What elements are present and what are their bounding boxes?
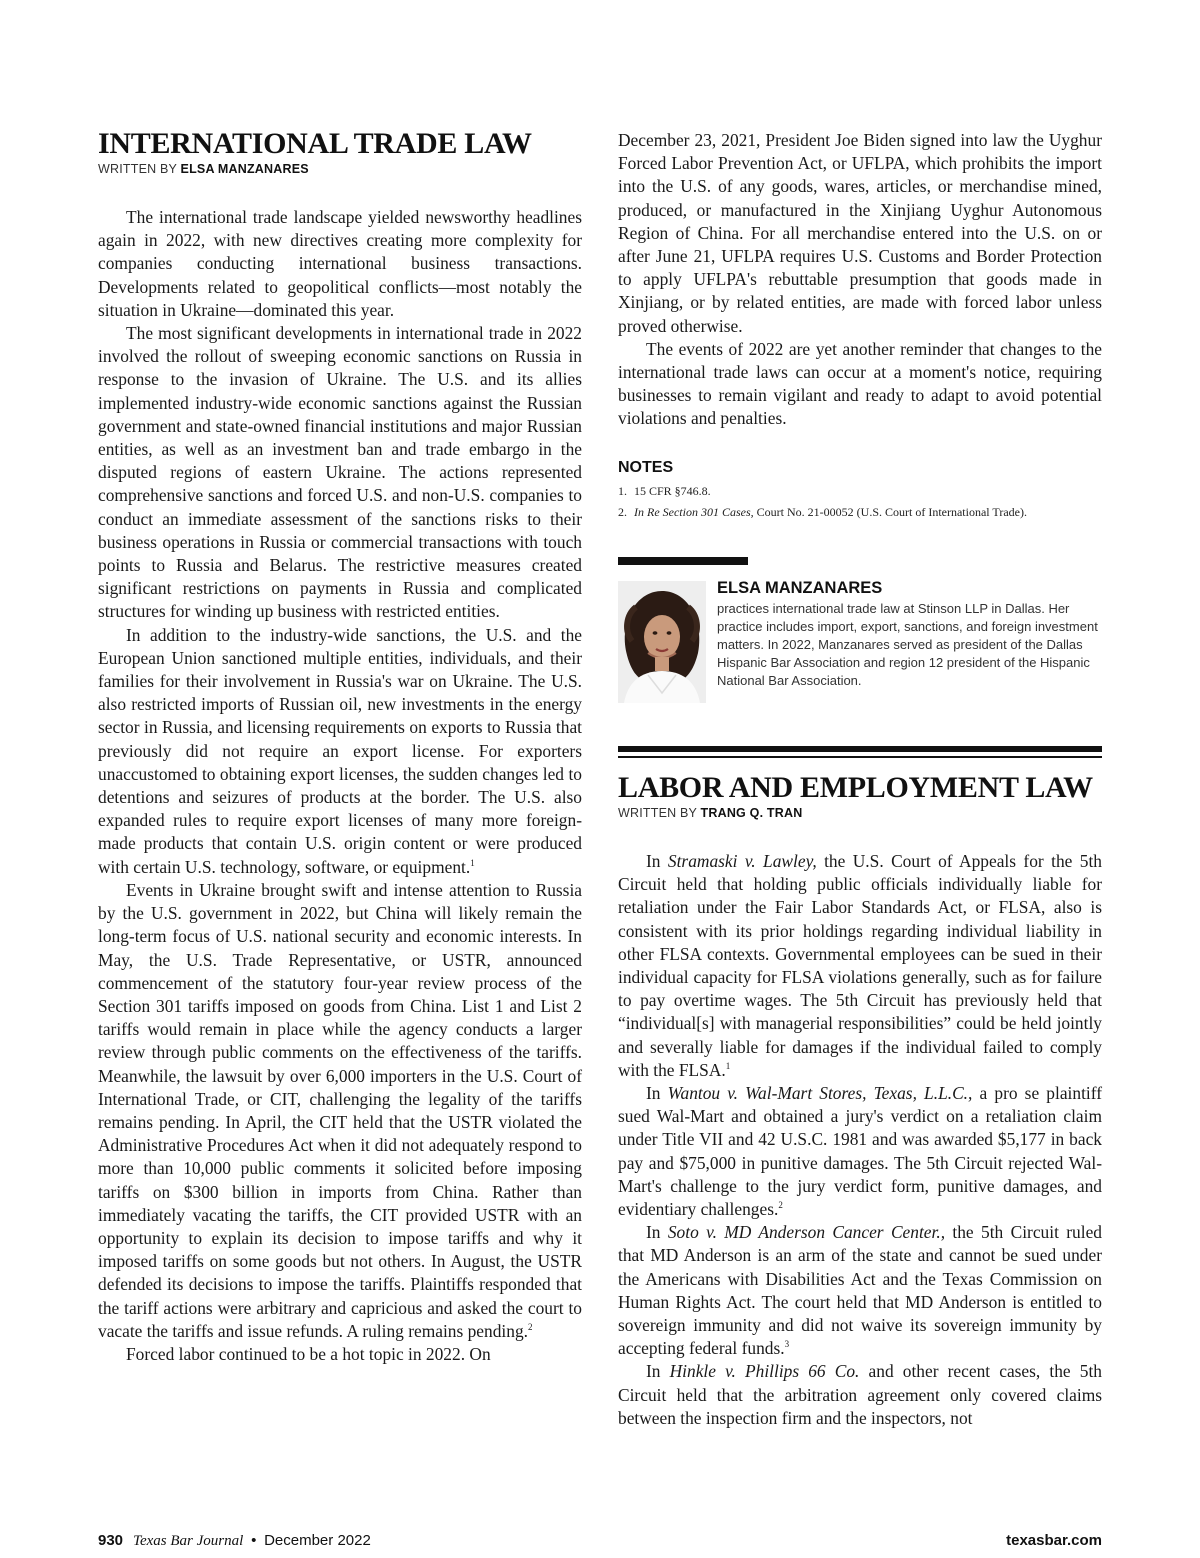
labor-p4-text: and other recent cases, the 5th Circuit held that the arbitration agreement only covered claims between the inspection firm and the inspectors, not xyxy=(618,1361,1102,1428)
labor-p1-lead: In xyxy=(646,851,668,871)
labor-p4-lead: In xyxy=(646,1361,670,1382)
trade-byline-prefix: WRITTEN BY xyxy=(98,162,181,176)
footnote-marker-1: 1 xyxy=(470,857,475,868)
note-item xyxy=(618,502,1102,523)
bio-description: practices international trade law at Stinson LLP in Dallas. Her practice includes import, export, sanctions, and foreign investment matters. In 2022, Manzanares served as president of the Dallas Hispanic Bar Association and region 12 president of the Hispanic National Bar Association. xyxy=(717,601,1098,688)
notes-heading: NOTES xyxy=(618,458,674,476)
author-photo xyxy=(618,581,706,703)
trade-article-body xyxy=(98,206,582,1366)
author-portrait-illustration xyxy=(618,581,706,703)
trade-author: ELSA MANZANARES xyxy=(180,162,309,176)
right-column-top xyxy=(618,129,1102,523)
trade-paragraph-1: The international trade landscape yielded newsworthy headlines again in 2022, with new directives creating more complexity for companies conducting international business transactions. Developments related to geopolitical conflicts—most notably the situation in Ukraine—dominated this year. xyxy=(98,207,582,320)
trade-paragraph-5-continued: December 23, 2021, President Joe Biden signed into law the Uyghur Forced Labor Prevention Act, or UFLPA, which prohibits the import into the U.S. of any goods, wares, articles, or merchandise mined, produced, or manufactured in the Xinjiang Uyghur Autonomous Region of China. For all merchandise entered into the U.S. on or after June 21, UFLPA requires U.S. Customs and Border Protection to apply UFLPA's rebuttable presumption that goods made in Xinjiang, or by related entities, are made with forced labor unless proved otherwise. xyxy=(618,130,1102,336)
labor-section-title: LABOR AND EMPLOYMENT LAW xyxy=(618,771,1093,804)
footnote-marker-2: 2 xyxy=(778,1200,783,1211)
labor-p3-text: the 5th Circuit ruled that MD Anderson is an arm of the state and cannot be sued under the Americans with Disabilities Act and the Texas Commission on Human Rights Act. The court held that MD Anderson is entitled to sovereign immunity and did not waive its sovereign immunity by accepting federal funds. xyxy=(618,1222,1102,1359)
note-case-name: In Re Section 301 Cases, xyxy=(634,504,754,519)
case-name: Stramaski v. Lawley, xyxy=(667,851,817,871)
author-bio xyxy=(717,579,1107,690)
trade-article-continued xyxy=(618,129,1102,431)
labor-p2-text: a pro se plaintiff sued Wal-Mart and obtained a jury's verdict on a retaliation claim under Title VII and 42 U.S.C. 1981 and was awarded $5,177 in back pay and $75,000 in punitive damages. The 5th Circuit rejected Wal-Mart's challenge to the jury verdict form, punitive damages, and evidentiary challenges. xyxy=(618,1083,1103,1220)
footnote-marker-2: 2 xyxy=(527,1321,533,1332)
note-text: Court No. 21-00052 (U.S. Court of International Trade). xyxy=(753,504,1027,519)
note-item xyxy=(618,481,1102,502)
bio-author-name: ELSA MANZANARES xyxy=(717,579,883,597)
trade-paragraph-4-text: Events in Ukraine brought swift and intense attention to Russia by the U.S. government in 2022, but China will likely remain the long-term focus of U.S. national security and economic interests. In May, the U.S. Trade Representative, or USTR, announced commencement of the statutory four-year review process of the Section 301 tariffs imposed on goods from China. List 1 and List 2 tariffs would remain in place while the agency conducts a larger review through public comments on the effectiveness of the tariffs. Meanwhile, the lawsuit by over 6,000 importers in the U.S. Court of International Trade, or CIT, challenging the legality of the tariffs remains pending. In April, the CIT held that the USTR violated the Administrative Procedures Act when it did not adequately respond to more than 10,000 public comments it solicited before imposing tariffs on $300 billion in imports from China. Rather than immediately vacating the tariffs, the CIT provided USTR with an opportunity to explain its decision to impose tariffs and why it imposed tariffs on some goods but not others. In August, the USTR defended its decisions to impose the tariffs. Plaintiffs responded that the tariff actions were arbitrary and capricious and asked the court to vacate the tariffs and issue refunds. A ruling remains pending. xyxy=(98,879,582,1341)
case-name: Wantou v. Wal-Mart Stores, Texas, L.L.C., xyxy=(667,1083,973,1104)
labor-paragraph-3 xyxy=(618,1221,1102,1360)
notes-list xyxy=(618,481,1102,523)
left-column xyxy=(98,128,582,1366)
note-number: 2. xyxy=(618,504,627,519)
trade-paragraph-3-text: In addition to the industry-wide sanctions, the U.S. and the European Union sanctioned multiple entities, individuals, and their families for their involvement in Russia's war on Ukraine. The U.S. also restricted imports of Russian oil, new investments in the energy sector in Russia, and licensing requirements on exports to Russia that previously did not require an export license. For exporters unaccustomed to obtaining export licenses, the sudden changes led to detentions and seizures of products at the border. The U.S. also expanded rules to require export licenses of many more foreign-made products that contain U.S. origin content or were produced with certain U.S. technology, software, or equipment. xyxy=(98,624,582,877)
page-footer xyxy=(98,1532,1102,1554)
journal-name: Texas Bar Journal xyxy=(133,1533,244,1549)
trade-byline xyxy=(98,162,582,176)
website-link[interactable]: texasbar.com xyxy=(1006,1532,1102,1549)
trade-paragraph-3 xyxy=(98,624,582,879)
labor-p1-text: the U.S. Court of Appeals for the 5th Circuit held that holding public officials individually liable for retaliation under the Fair Labor Standards Act, or FLSA, also is consistent with its prior holdings regarding individual liability in other FLSA contexts. Governmental employees can be sued in their individual capacity for FLSA violations generally, such as for failure to pay overtime wages. The 5th Circuit has previously held that “individual[s] with managerial responsibilities” could be held jointly and severally liable for damages if the individual failed to comply with the FLSA. xyxy=(618,851,1102,1080)
page-number: 930 xyxy=(98,1532,124,1549)
case-name: Hinkle v. Phillips 66 Co. xyxy=(669,1361,860,1382)
footer-left xyxy=(98,1532,371,1550)
note-number: 1. xyxy=(618,483,627,498)
footnote-marker-1: 1 xyxy=(725,1060,731,1071)
trade-paragraph-4 xyxy=(98,879,582,1343)
section-rule-thick xyxy=(618,746,1102,752)
labor-paragraph-1 xyxy=(618,850,1102,1082)
trade-paragraph-6: The events of 2022 are yet another reminder that changes to the international trade laws can occur at a moment's notice, requiring businesses to remain vigilant and ready to adapt to avoid potential violations and penalties. xyxy=(618,338,1102,429)
issue-date: December 2022 xyxy=(264,1532,371,1549)
trade-paragraph-5: Forced labor continued to be a hot topic in 2022. On xyxy=(126,1343,491,1364)
labor-byline xyxy=(618,806,1102,820)
footer-bullet: • xyxy=(251,1532,257,1549)
labor-paragraph-4 xyxy=(618,1360,1102,1430)
case-name: Soto v. MD Anderson Cancer Center., xyxy=(667,1222,946,1243)
labor-section xyxy=(618,772,1102,1430)
section-rule-thin xyxy=(618,756,1102,758)
labor-p3-lead: In xyxy=(646,1222,668,1243)
labor-article-body xyxy=(618,850,1102,1430)
labor-author: TRANG Q. TRAN xyxy=(700,806,803,820)
trade-section-title: INTERNATIONAL TRADE LAW xyxy=(98,127,532,160)
labor-p2-lead: In xyxy=(646,1083,668,1104)
trade-paragraph-2: The most significant developments in international trade in 2022 involved the rollout of sweeping economic sanctions on Russia in response to the invasion of Ukraine. The U.S. and its allies implemented industry-wide economic sanctions against the Russian government and state-owned financial institutions and major Russian entities, as well as an investment ban and trade embargo in the disputed regions of eastern Ukraine. The actions represented comprehensive sanctions and forced U.S. and non-U.S. companies to conduct an immediate assessment of the sanctions risks to their business operations in Russia or commercial transactions with touch points to Russia and Belarus. The restrictive measures created significant restrictions on payments in Russia and complicated structures for winding up business with restricted entities. xyxy=(98,323,582,622)
bio-divider-bar xyxy=(618,557,748,565)
labor-paragraph-2 xyxy=(618,1082,1102,1221)
labor-byline-prefix: WRITTEN BY xyxy=(618,806,701,820)
note-text: 15 CFR §746.8. xyxy=(634,483,711,498)
footnote-marker-3: 3 xyxy=(784,1339,790,1350)
